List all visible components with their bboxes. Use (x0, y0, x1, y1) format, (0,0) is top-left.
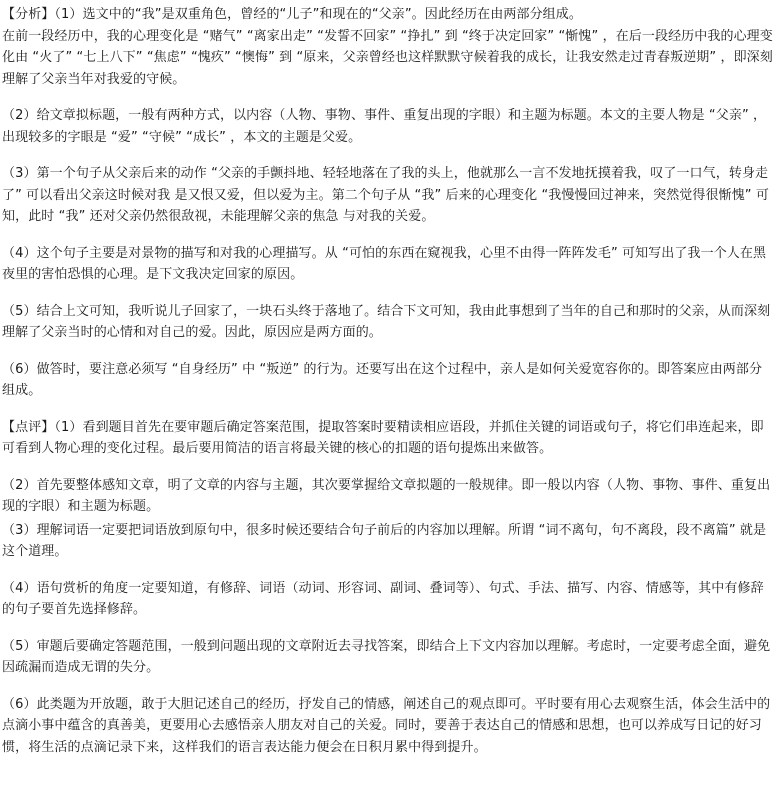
comment-paragraph-5: （5）审题后要确定答题范围，一般到问题出现的文章附近去寻找答案，即结合上下文内容加以理解。考虑时，一定要考虑全面，避免因疏漏而造成无谓的失分。 (2, 638, 771, 675)
analysis-paragraph-1-lead (2, 4, 774, 26)
analysis-paragraph-2: （2）给文章拟标题，一般有两种方式，以内容（人物、事物、事件、重复出现的字眼）和主题为标题。本文的主要人物是 “父亲” ，出现较多的字眼是 “爱” “守候” “成长” ，本文的主题是父爱。 (2, 108, 767, 145)
comment-paragraph-6: （6）此类题为开放题，敢于大胆记述自己的经历，抒发自己的情感，阐述自己的观点即可。平时要有用心去观察生活，体会生活中的点滴小事中蕴含的真善美，更要用心去感悟亲人朋友对自己的关爱。同时，要善于表达自己的情感和思想，也可以养成写日记的好习惯，将生活的点滴记录下来，这样我们的语言表达能力便会在日积月累中得到提升。 (2, 696, 771, 755)
analysis-item-1-lead-text: （1）选文中的“我”是双重角色，曾经的“儿子”和现在的“父亲”。因此经历在由两部分组成。 (54, 7, 582, 22)
analysis-paragraph-6: （6）做答时，要注意必须写 “自身经历” 中 “叛逆” 的行为。还要写出在这个过程中，亲人是如何关爱宽容你的。即答案应由两部分组成。 (2, 361, 763, 398)
comment-paragraph-4: （4）语句赏析的角度一定要知道，有修辞、词语（动词、形容词、副词、叠词等）、句式、手法、描写、内容、情感等，其中有修辞的句子要首先选择修辞。 (2, 580, 764, 617)
analysis-tag: 【分析】 (2, 7, 55, 22)
comment-paragraph-1 (2, 417, 774, 460)
comment-paragraph-3: （3）理解词语一定要把词语放到原句中，很多时候还要结合句子前后的内容加以理解。所谓 “词不离句，句不离段，段不离篇” 就是这个道理。 (2, 522, 767, 559)
comment-item-1-text: （1）看到题目首先在要审题后确定答案范围，提取答案时要精读相应语段，并抓住关键的词语或句子，将它们串连起来，即可看到人物心理的变化过程。最后要用简洁的语言将最关键的核心的扣题的语句提炼出来做答。 (2, 419, 764, 456)
analysis-paragraph-3: （3）第一个句子从父亲后来的动作 “父亲的手颤抖地、轻轻地落在了我的头上，他就那么一言不发地抚摸着我，叹了一口气，转身走了” 可以看出父亲这时候对我 是又恨又爱，但以爱为主。第二个句子从 “我” 后来的心理变化 “我慢慢回过神来，突然觉得很惭愧” 可知，此时 “我” 还对父亲仍然很敌视，未能理解父亲的焦急 与对我的关爱。 (2, 166, 769, 224)
comment-paragraph-2: （2）首先要整体感知文章，明了文章的内容与主题，其次要掌握给文章拟题的一般规律。即一般以内容（人物、事物、事件、重复出现的字眼）和主题为标题。 (2, 477, 771, 514)
analysis-paragraph-4: （4）这个句子主要是对景物的描写和对我的心理描写。从 “可怕的东西在窥视我，心里不由得一阵阵发毛” 可知写出了我一个人在黑夜里的害怕恐惧的心理。是下文我决定回家的原因。 (2, 245, 767, 282)
comment-tag: 【点评】 (2, 419, 55, 435)
analysis-paragraph-5: （5）结合上文可知，我听说儿子回家了，一块石头终于落地了。结合下文可知，我由此事想到了当年的自己和那时的父亲，从而深刻理解了父亲当时的心情和对自己的爱。因此，原因应是两方面的。 (2, 303, 771, 340)
analysis-paragraph-1-body: 在前一段经历中，我的心理变化是 “赌气” “离家出走” “发誓不回家” “挣扎” 到 “终于决定回家” “惭愧” ，在后一段经历中我的心理变化由 “火了” “七上八下” “焦虑” “愧疚” “懊悔” 到 “原来，父亲曾经也这样默默守候着我的成长，让我安然走过青春叛逆期” ，即深刻理解了父亲当年对我爱的守候。 (2, 28, 773, 87)
